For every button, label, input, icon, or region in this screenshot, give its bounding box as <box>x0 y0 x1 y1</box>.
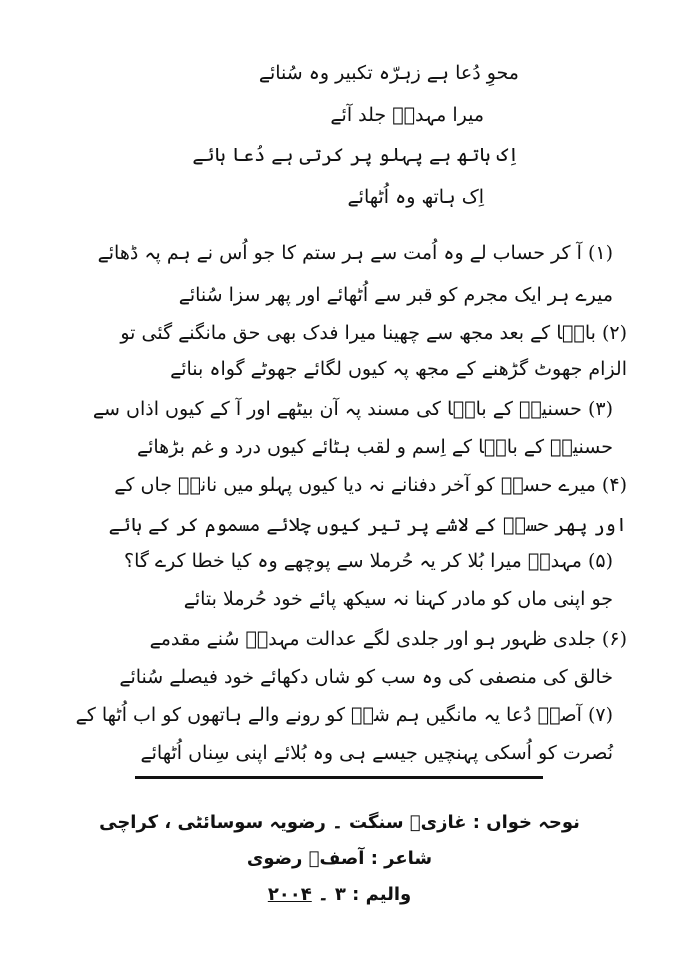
stanza-line: (۷) آصفؔ دُعا یہ مانگیں ہم شہؑ کو رونے والے ہاتھوں کو اب اُٹھا کے <box>75 704 613 726</box>
stanza-line: (۶) جلدی ظہور ہو اور جلدی لگے عدالت مہدیؑ سُنے مقدمے <box>149 628 627 650</box>
poet-credit: شاعر : آصفؔ رضوی <box>246 848 433 869</box>
divider-rule <box>135 776 543 779</box>
intro-line: اِک ہاتھ وہ اُٹھائے <box>347 186 484 208</box>
stanza-line: (۱) آ کر حساب لے وہ اُمت سے ہر ستم کا جو اُس نے ہم پہ ڈھائے <box>97 242 613 264</box>
stanza-line: میرے ہر ایک مجرم کو قبر سے اُٹھائے اور پھر سزا سُنائے <box>178 284 613 306</box>
reciter-credit: نوحہ خواں : غازیؑ سنگت ۔ رضویہ سوسائٹی ، کراچی <box>99 812 580 833</box>
stanza-line: حسنینؑ کے بابؐا کے اِسم و لقب ہٹائے کیوں درد و غم بڑھائے <box>136 436 613 458</box>
stanza-line: (۲) بابؐا کے بعد مجھ سے چھینا میرا فدک بھی حق مانگنے گئی تو <box>120 322 627 344</box>
stanza-line: خالق کی منصفی کی وہ سب کو شاں دکھائے خود فیصلے سُنائے <box>119 666 613 688</box>
stanza-line: (۵) مہدیؑ میرا بُلا کر یہ حُرملا سے پوچھے وہ کیا خطا کرے گا؟ <box>123 550 613 572</box>
volume-label: والیم : ۳ ۔ <box>318 884 412 905</box>
volume-year: ۲۰۰۴ <box>267 884 312 905</box>
stanza-line: (۴) میرے حسنؑ کو آخر دفنانے نہ دیا کیوں پہلو میں ناناؐ جاں کے <box>114 474 627 496</box>
intro-line: اِک ہاتھ ہے پہلو پر کرتی ہے دُعا ہائے <box>192 144 519 166</box>
stanza-line: اور پھر حسنؑ کے لاشے پر تیر کیوں چلائے مسموم کر کے ہائے <box>108 514 627 536</box>
stanza-line: نُصرت کو اُسکی پہنچیں جیسے ہی وہ بُلائے اپنی سِناں اُٹھائے <box>140 742 613 764</box>
intro-line: محوِ دُعا ہے زہرّہ تکبیر وہ سُنائے <box>258 62 519 84</box>
stanza-line: (۳) حسنینؑ کے بابؐا کی مسند پہ آن بیٹھے اور آ کے کیوں اذاں سے <box>92 398 613 420</box>
stanza-line: جو اپنی ماں کو مادر کہنا نہ سیکھ پائے خود حُرملا بتائے <box>183 588 613 610</box>
volume-credit <box>0 882 679 908</box>
intro-line: میرا مہدیؑ جلد آئے <box>330 104 484 126</box>
stanza-line: الزام جھوٹ گڑھنے کے مجھ پہ کیوں لگائے جھوٹے گواہ بنائے <box>170 358 627 380</box>
